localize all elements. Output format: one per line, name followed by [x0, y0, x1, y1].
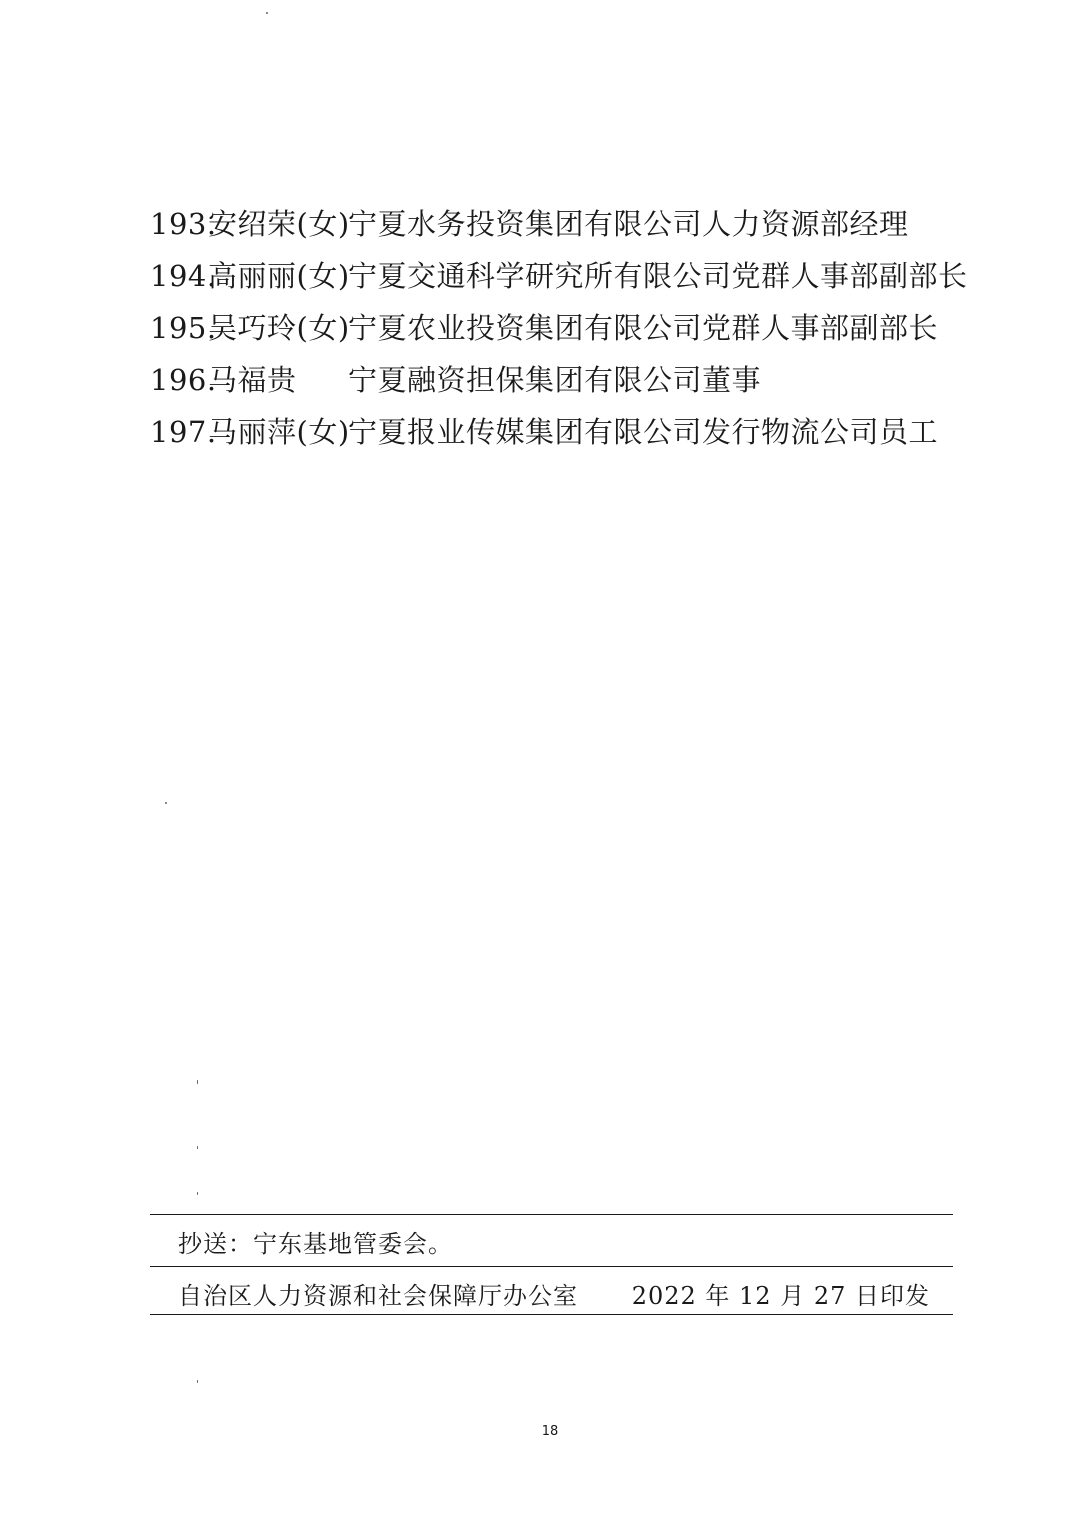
issue-date: 2022 年 12 月 27 日印发 — [631, 1282, 930, 1310]
entry-position: 宁夏水务投资集团有限公司人力资源部经理 — [348, 207, 909, 241]
scan-speck — [197, 1080, 198, 1084]
entry-name: 安绍荣(女) — [208, 207, 350, 241]
entry-number: 196. — [150, 363, 217, 397]
entry-position: 宁夏农业投资集团有限公司党群人事部副部长 — [348, 311, 939, 345]
entry-position: 宁夏报业传媒集团有限公司发行物流公司员工 — [348, 415, 939, 449]
list-item — [150, 250, 968, 302]
list-item — [150, 354, 950, 406]
scan-speck — [197, 1146, 198, 1149]
footer-bottom-rule — [150, 1314, 953, 1315]
personnel-list — [150, 198, 968, 458]
entry-name: 马丽萍(女) — [208, 415, 350, 449]
entry-number: 193. — [150, 207, 217, 241]
entry-name: 高丽丽(女) — [208, 259, 350, 293]
entry-name: 马福贵 — [208, 363, 297, 397]
list-item — [150, 198, 950, 250]
page-number: 18 — [541, 1424, 559, 1439]
entry-position: 宁夏交通科学研究所有限公司党群人事部副部长 — [348, 259, 968, 293]
entry-number: 194. — [150, 259, 217, 293]
issuing-office: 自治区人力资源和社会保障厅办公室 — [178, 1282, 578, 1310]
entry-number: 197. — [150, 415, 217, 449]
scan-speck — [165, 802, 167, 804]
scan-speck — [197, 1192, 198, 1195]
footer-top-rule — [150, 1214, 953, 1215]
list-item — [150, 406, 950, 458]
entry-position: 宁夏融资担保集团有限公司董事 — [348, 363, 762, 397]
list-item — [150, 302, 950, 354]
footer-middle-rule — [150, 1266, 953, 1267]
entry-name: 吴巧玲(女) — [208, 311, 350, 345]
entry-number: 195. — [150, 311, 217, 345]
cc-line: 抄送：宁东基地管委会。 — [178, 1230, 453, 1258]
scan-speck — [266, 12, 268, 14]
scan-speck — [197, 1380, 198, 1383]
